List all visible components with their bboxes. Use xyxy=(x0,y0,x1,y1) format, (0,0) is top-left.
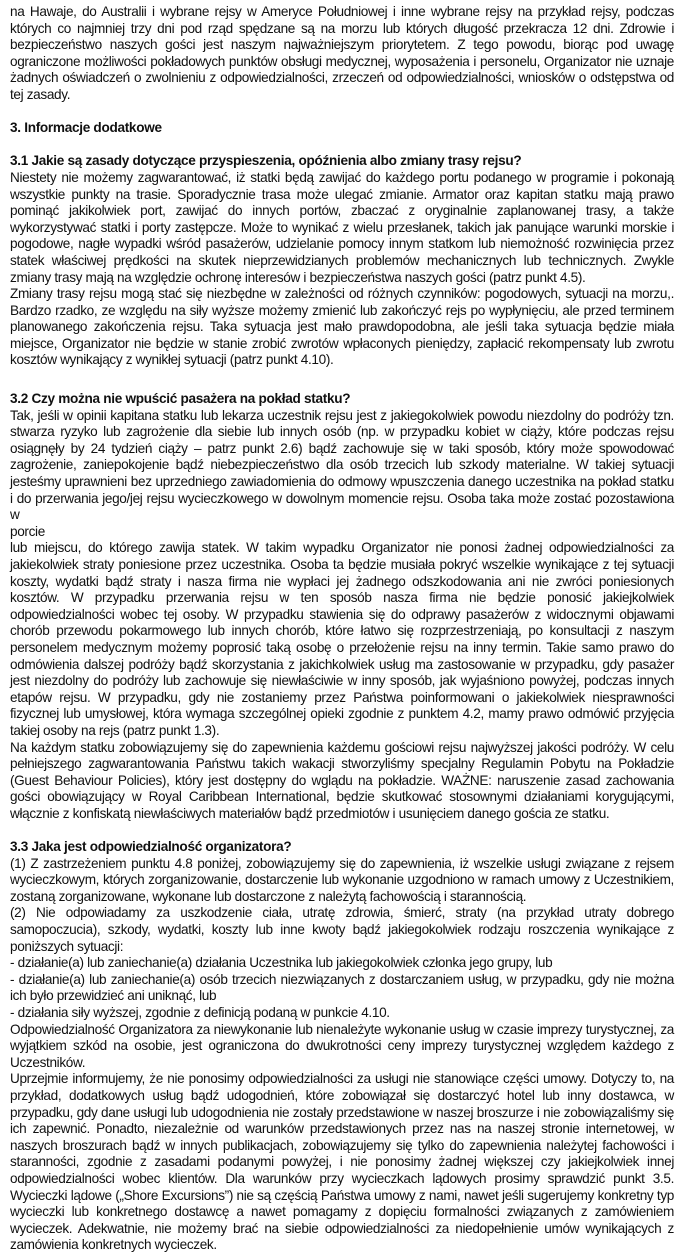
section-3-3-paragraph: Uprzejmie informujemy, że nie ponosimy odpowiedzialności za usługi nie stanowiące części umowy. Dotyczy to, na przykład, dodatkowych usług bądź udogodnień, które zobowiązał się dostarczyć hotel lub inny dostawca, w przypadku, gdy dane usługi lub udogodnienia nie zostały przedstawione w naszej broszurze i nie zobowiązaliśmy się ich zapewnić. Ponadto, niezależnie od warunków przedstawionych przez nas na naszej stronie internetowej, w naszych broszurach bądź w innych publikacjach, zobowiązujemy się tylko do zapewnienia należytej fachowości i staranności, zgodnie z zasadami podanymi powyżej, i nie ponosimy żadnej większej czy jakiejkolwiek innej odpowiedzialności wobec klientów. Dla warunków przy wycieczkach lądowych prosimy sprawdzić punkt 3.5. Wycieczki lądowe („Shore Excursions”) nie są częścią Państwa umowy z nami, nawet jeśli sugerujemy konkretny typ wycieczki lub konkretnego dostawcę a nawet pomagamy z dopięciu formalności związanych z zamówieniem wycieczek. Adekwatnie, nie możemy brać na siebie odpowiedzialności za niedopełnienie umów wynikających z zamówienia konkretnych wycieczek. xyxy=(10,1071,674,1253)
list-item: - działanie(a) lub zaniechanie(a) działania Uczestnika lub jakiegokolwiek członka jego grupy, lub xyxy=(10,955,553,971)
section-3-2-paragraph: Na każdym statku zobowiązujemy się do zapewnienia każdemu gościowi rejsu najwyższej jakości podróży. W celu pełniejszego zagwarantowania Państwu takich wakacji stworzyliśmy specjalny Regulamin Pobytu na Pokładzie (Guest Behaviour Policies), który jest dostępny do wglądu na pokładzie. WAŻNE: naruszenie zasad zachowania gości obowiązujący w Royal Caribbean International, będzie skutkować stosownymi działaniami korygującymi, włącznie z konfiskatą niewłaściwych materiałów bądź przedmiotów i usunięciem danego gościa ze statku. xyxy=(10,739,674,821)
spacer xyxy=(10,823,674,840)
section-3-1-paragraph: Zmiany trasy rejsu mogą stać się niezbędne w zależności od różnych czynników: pogodowych, sytuacji na morzu,. Bardzo rzadko, ze względu na siły wyższe możemy zmienić lub zakończyć rejs po wypłynięciu, ale przed terminem planowanego zakończenia rejsu. Taka sytuacja jest mało prawdopodobna, ale jeśli taka sytuacja będzie miała miejsce, Organizator nie będzie w stanie zrobić zwrotów wpłaconych pieniędzy, zapłacić rekompensaty lub zwrotu kosztów wynikający z wynikłej sytuacji (patrz punkt 4.10). xyxy=(10,286,674,368)
spacer xyxy=(10,104,674,121)
section-3-2-paragraph: lub miejscu, do którego zawija statek. W takim wypadku Organizator nie ponosi żadnej odpowiedzialności za jakiekolwiek straty poniesione przez uczestnika. Osoba ta będzie musiała pokryć wszelkie wynikające z tej sytuacji koszty, wydatki bądź straty i nasza firma nie wypłaci jej żadnego odszkodowania ani nie zwróci poniesionych kosztów. W przypadku przerwania rejsu w ten sposób nasza firma nie będzie ponosić jakiejkolwiek odpowiedzialności wobec tej osoby. W przypadku stawienia się do odprawy pasażerów z widocznymi objawami chorób przewodu pokarmowego lub innych chorób, które łatwo się rozprzestrzeniają, po konsultacji z naszym personelem medycznym możemy poprosić taką osobę o przełożenie rejsu na inny termin. Takie samo prawo do odmówienia dalszej podróży bądź skorzystania z jakichkolwiek usług ma zastosowanie w przypadku, gdy pasażer jest niezdolny do podróży lub zachowuje się niewłaściwie w inny sposób, jak wyjaśniono powyżej, podczas innych etapów rejsu. W przypadku, gdy nie zostaniemy przez Państwa poinformowani o jakiekolwiek niesprawności fizycznej lub umysłowej, która wymaga szczególnej opieki zgodnie z punktem 4.2, mamy prawo odmówić przyjęcia takiej osoby na rejs (patrz punkt 1.3). xyxy=(10,540,674,738)
section-3-1-paragraph: Niestety nie możemy zagwarantować, iż statki będą zawijać do każdego portu podanego w programie i pokonają wszystkie punkty na trasie. Sporadycznie trasa może ulegać zmianie. Armator oraz kapitan statku mają prawo pominąć jakikolwiek port, zawijać do innych portów, zbaczać z oryginalnie zaplanowanej trasy, a także wykorzystywać statki i porty zastępcze. Może to wynikać z wielu przesłanek, takich jak panujące warunki morskie i pogodowe, nagłe wypadki wśród pasażerów, udzielanie pomocy innym statkom lub niemożność rozwinięcia przez statek właściwej prędkości na skutek nieprzewidzianych problemów mechanicznych lub technicznych. Zwykle zmiany trasy mają na względzie ochronę interesów i bezpieczeństwa naszych gości (patrz punkt 4.5). xyxy=(10,169,674,285)
section-3-3-paragraph: (2) Nie odpowiadamy za uszkodzenie ciała, utratę zdrowia, śmierć, straty (na przykład utraty dobrego samopoczucia), szkody, wydatki, koszty lub inne kwoty bądź jakiegokolwiek rodzaju roszczenia wynikające z poniższych sytuacji: xyxy=(10,905,674,954)
section-3-3-heading: 3.3 Jaka jest odpowiedzialność organizatora? xyxy=(10,839,292,855)
section-3-3-paragraph: (1) Z zastrzeżeniem punktu 4.8 poniżej, zobowiązujemy się do zapewnienia, iż wszelkie usługi związane z rejsem wycieczkowym, których zorganizowanie, dostarczenie lub wykonanie uzgodniono w ramach umowy z Uczestnikiem, zostaną zorganizowane, wykonane lub dostarczone z należytą fachowością i starannością. xyxy=(10,855,674,904)
spacer xyxy=(10,369,674,391)
section-3-1-heading: 3.1 Jakie są zasady dotyczące przyspieszenia, opóźnienia albo zmiany trasy rejsu? xyxy=(10,153,522,169)
section-3-2-paragraph: Tak, jeśli w opinii kapitana statku lub lekarza uczestnik rejsu jest z jakiegokolwiek powodu niezdolny do podróży tzn. stwarza ryzyko lub zagrożenie dla siebie lub innych osób (np. w przypadku kobiet w ciąży, które podczas rejsu osiągnęły by 24 tydzień ciąży – patrz punkt 2.6) bądź zachowuje się w taki sposób, który może spowodować zagrożenie, zaniepokojenie bądź niebezpieczeństwo dla osób trzecich lub szkody materialne. W takiej sytuacji jesteśmy uprawnieni bez uprzedniego zawiadomienia do odmowy wpuszczenia danego uczestnika na pokład statku i do przerwania jego/jej rejsu wycieczkowego w dowolnym momencie rejsu. Osoba taka może zostać pozostawiona w xyxy=(10,407,674,523)
list-item: - działanie(a) lub zaniechanie(a) osób trzecich niezwiązanych z dostarczaniem usług, w przypadku, gdy nie można ich było przewidzieć ani uniknąć, lub xyxy=(10,971,674,1004)
section-3-2-heading: 3.2 Czy można nie wpuścić pasażera na pokład statku? xyxy=(10,391,351,407)
spacer xyxy=(10,137,674,154)
section-3-2-paragraph: porcie xyxy=(10,523,45,539)
intro-paragraph: na Hawaje, do Australii i wybrane rejsy w Ameryce Południowej i inne wybrane rejsy na przykład rejsy, podczas których co najmniej trzy dni pod rząd spędzane są na morzu lub których długość przekracza 12 dni. Zdrowie i bezpieczeństwo naszych gości jest naszym najważniejszym priorytetem. Z tego powodu, biorąc pod uwagę ograniczone możliwości pokładowych punktów obsługi medycznej, wyposażenia i personelu, Organizator nie uznaje żadnych oświadczeń o zwolnieniu z odpowiedzialności, zrzeczeń od odpowiedzialności, wniosków o odstępstwa od tej zasady. xyxy=(10,4,674,102)
section-3-3-paragraph: Odpowiedzialność Organizatora za niewykonanie lub nienależyte wykonanie usług w czasie imprezy turystycznej, za wyjątkiem szkód na osobie, jest ograniczona do dwukrotności ceny imprezy turystycznej względem każdego z Uczestników. xyxy=(10,1021,674,1070)
list-item: - działania siły wyższej, zgodnie z definicją podaną w punkcie 4.10. xyxy=(10,1005,390,1021)
section-3-heading: 3. Informacje dodatkowe xyxy=(10,120,162,136)
